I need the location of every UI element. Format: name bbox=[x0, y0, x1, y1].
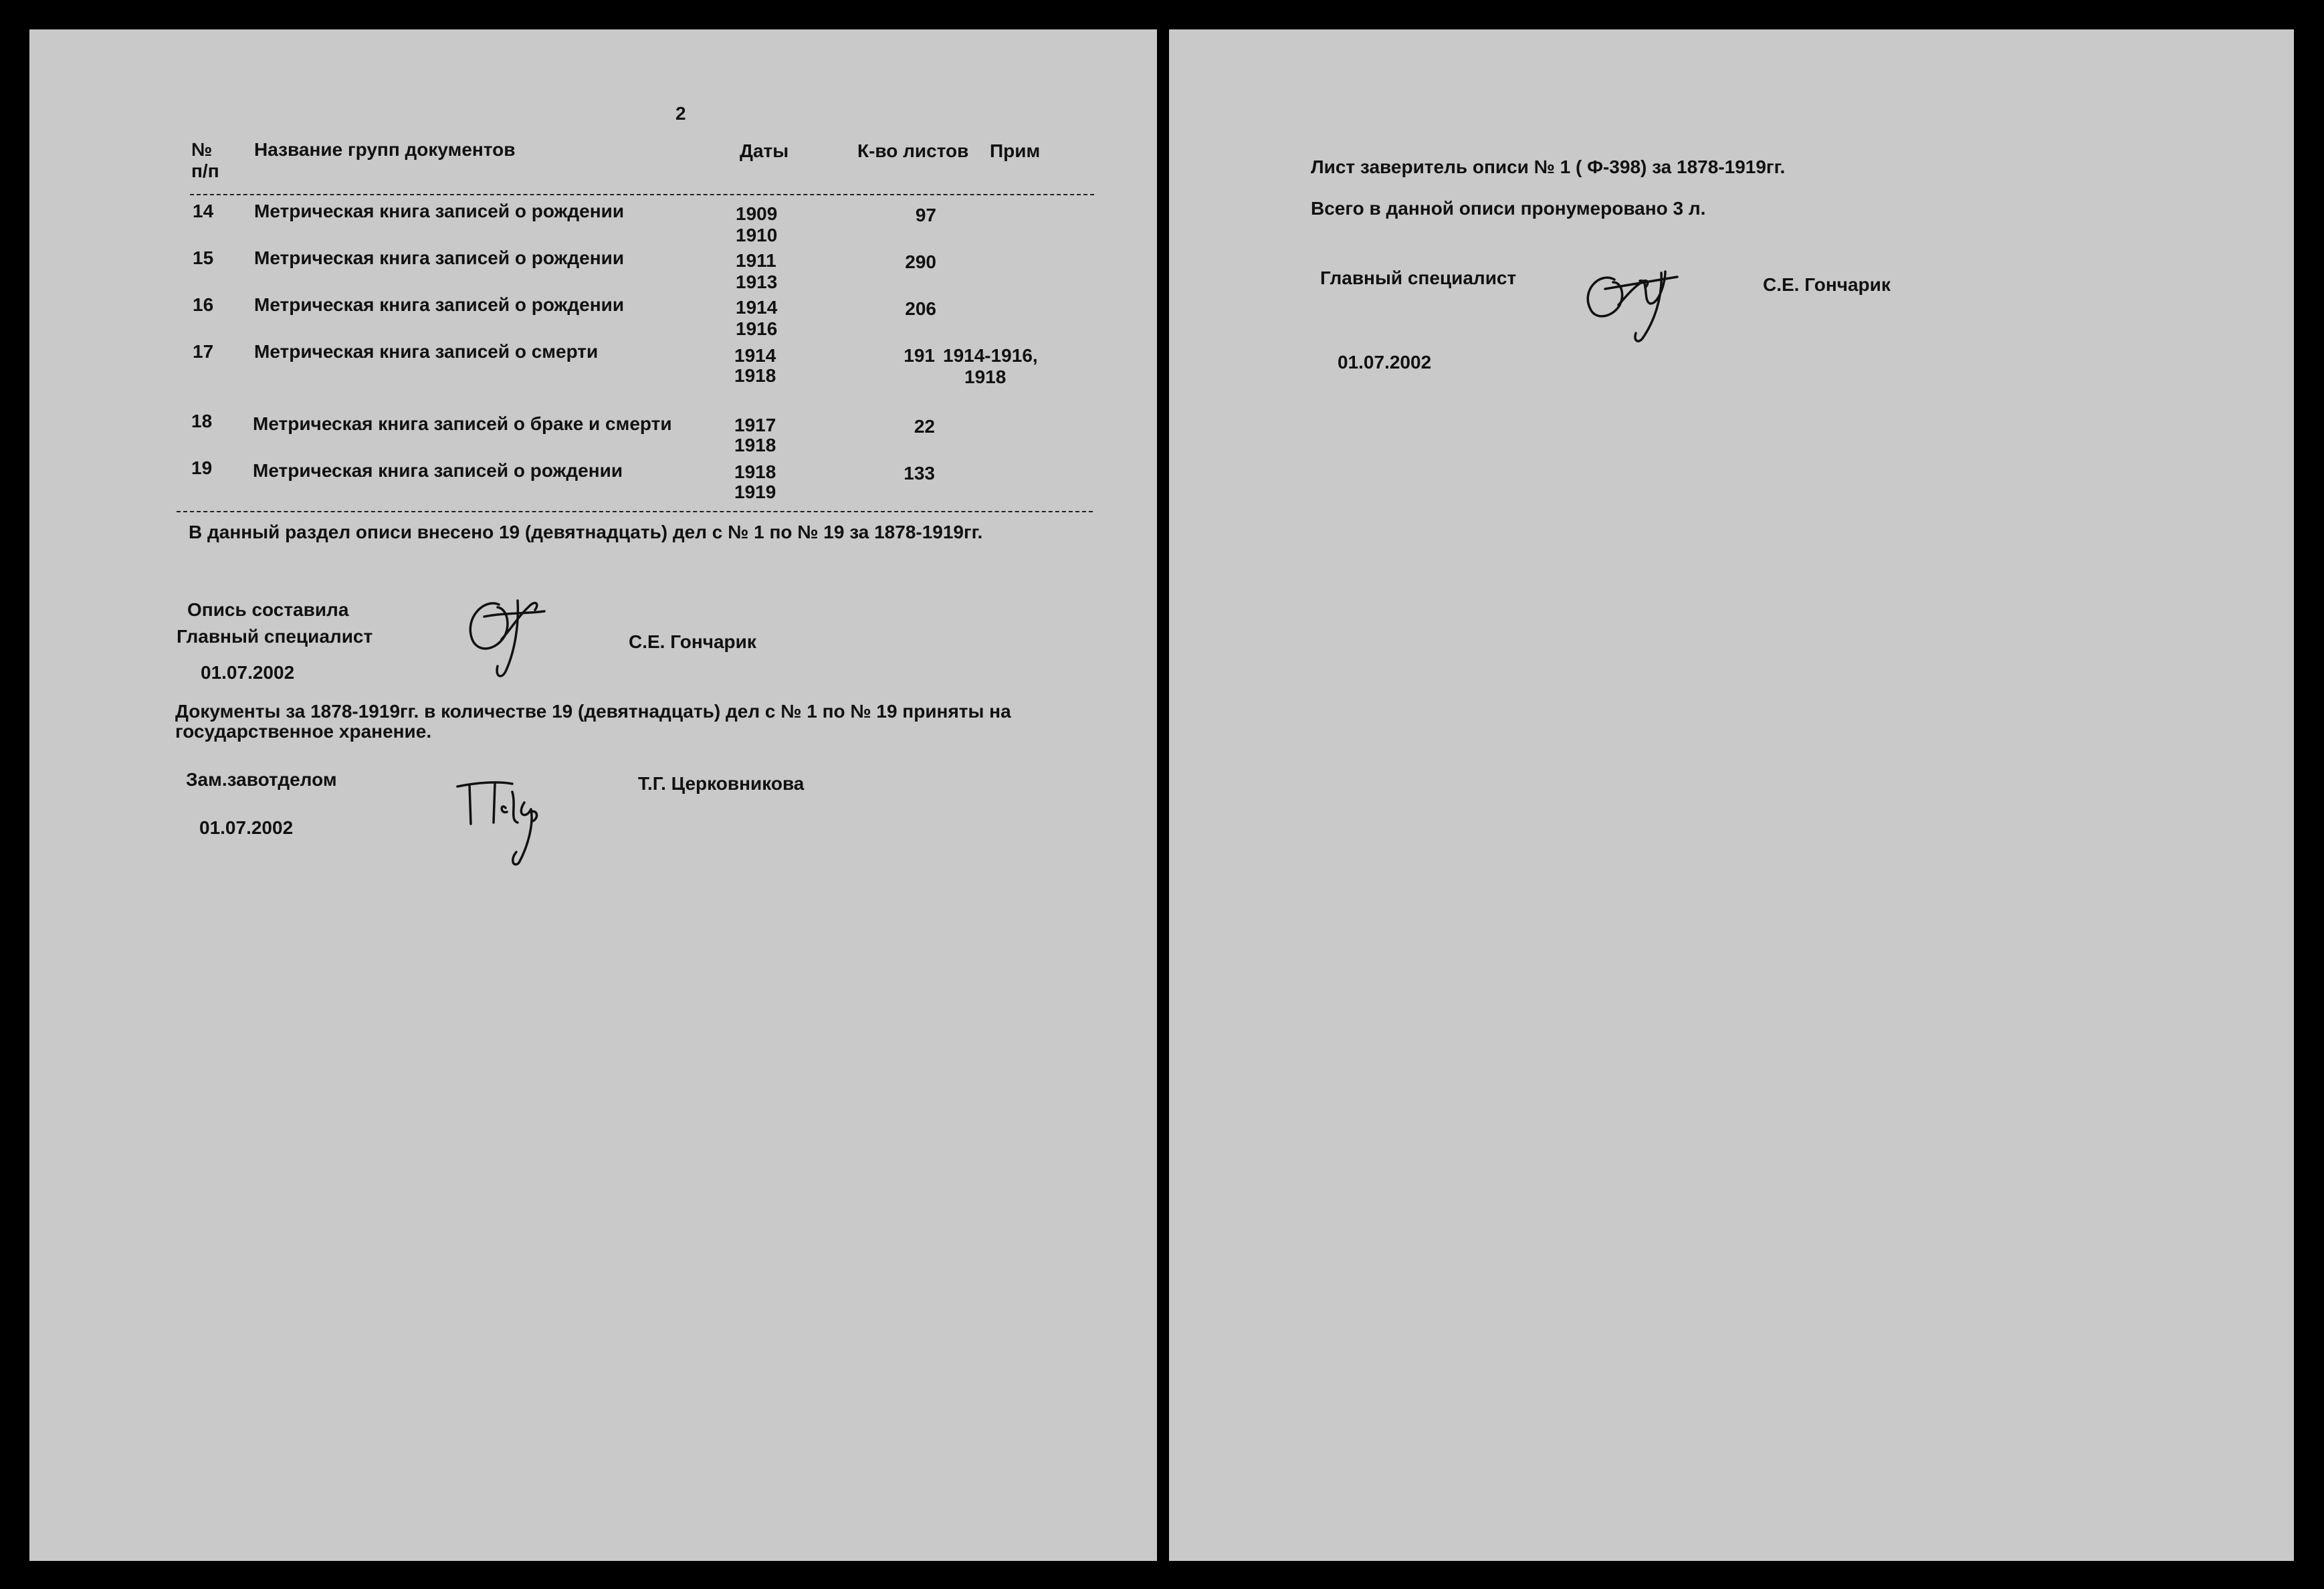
page-number: 2 bbox=[675, 103, 686, 124]
row-14-date1: 1909 bbox=[736, 203, 778, 224]
row-15-date2: 1913 bbox=[736, 272, 778, 292]
header-title: Название групп документов bbox=[254, 139, 516, 160]
header-dates: Даты bbox=[740, 140, 789, 161]
acceptance-line-2: государственное хранение. bbox=[175, 721, 432, 742]
row-17-note-2: 1918 bbox=[964, 366, 1007, 387]
acceptor-name: Т.Г. Церковникова bbox=[638, 773, 805, 794]
acceptance-line-1: Документы за 1878-1919гг. в количестве 19 (девятнадцать) дел с № 1 по № 19 приняты на bbox=[175, 701, 1011, 722]
compiler-date: 01.07.2002 bbox=[201, 662, 295, 683]
row-17-sheets: 191 bbox=[904, 345, 935, 366]
row-14-date2: 1910 bbox=[736, 225, 778, 245]
summary-text: В данный раздел описи внесено 19 (девятнадцать) дел с № 1 по № 19 за 1878-1919гг. bbox=[189, 522, 983, 542]
row-19-sheets: 133 bbox=[904, 463, 935, 484]
right-date: 01.07.2002 bbox=[1338, 352, 1432, 373]
compiler-position: Главный специалист bbox=[177, 626, 373, 647]
row-19-date1: 1918 bbox=[734, 461, 776, 482]
compiler-signature bbox=[457, 578, 578, 698]
row-17-note: 1914-1916, bbox=[943, 345, 1038, 366]
row-15-num: 15 bbox=[193, 247, 214, 268]
row-18-date1: 1917 bbox=[734, 415, 776, 435]
right-name: С.Е. Гончарик bbox=[1763, 274, 1891, 295]
header-note: Прим bbox=[990, 140, 1041, 161]
row-14-title: Метрическая книга записей о рождении bbox=[254, 201, 625, 221]
left-page bbox=[29, 29, 1157, 1561]
row-18-date2: 1918 bbox=[734, 435, 776, 455]
row-14-num: 14 bbox=[193, 201, 214, 221]
row-15-date1: 1911 bbox=[736, 250, 776, 271]
acceptor-position: Зам.завотделом bbox=[186, 769, 337, 790]
compiled-by-label: Опись составила bbox=[187, 599, 349, 620]
row-19-title: Метрическая книга записей о рождении bbox=[253, 460, 623, 481]
row-16-date1: 1914 bbox=[736, 297, 778, 318]
row-18-sheets: 22 bbox=[914, 416, 935, 437]
right-page bbox=[1169, 29, 2294, 1561]
right-signature bbox=[1565, 230, 1692, 357]
row-16-title: Метрическая книга записей о рождении bbox=[254, 294, 625, 315]
row-17-date1: 1914 bbox=[734, 345, 776, 366]
row-19-num: 19 bbox=[191, 457, 213, 478]
certification-line-1: Лист заверитель описи № 1 ( Ф-398) за 1878-1919гг. bbox=[1311, 156, 1786, 177]
row-17-num: 17 bbox=[193, 341, 214, 362]
row-16-sheets: 206 bbox=[905, 298, 936, 319]
row-17-title: Метрическая книга записей о смерти bbox=[254, 341, 599, 362]
header-sheets: К-во листов bbox=[857, 140, 969, 161]
row-17-date2: 1918 bbox=[734, 365, 776, 386]
row-15-sheets: 290 bbox=[905, 251, 936, 272]
compiler-name: С.Е. Гончарик bbox=[629, 631, 756, 652]
row-18-num: 18 bbox=[191, 411, 213, 431]
certification-line-2: Всего в данной описи пронумеровано 3 л. bbox=[1311, 198, 1706, 219]
row-14-sheets: 97 bbox=[915, 205, 936, 225]
row-15-title: Метрическая книга записей о рождении bbox=[254, 247, 625, 268]
row-18-title: Метрическая книга записей о браке и смерти bbox=[253, 413, 672, 434]
row-16-num: 16 bbox=[193, 294, 214, 315]
row-19-date2: 1919 bbox=[734, 482, 776, 502]
right-position: Главный специалист bbox=[1320, 268, 1517, 288]
row-16-date2: 1916 bbox=[736, 318, 778, 339]
acceptor-date: 01.07.2002 bbox=[199, 817, 294, 838]
footer-divider bbox=[177, 511, 1093, 512]
header-divider bbox=[190, 194, 1094, 195]
acceptor-signature bbox=[431, 745, 564, 879]
header-num: № bbox=[191, 139, 213, 160]
header-num-2: п/п bbox=[191, 161, 219, 181]
